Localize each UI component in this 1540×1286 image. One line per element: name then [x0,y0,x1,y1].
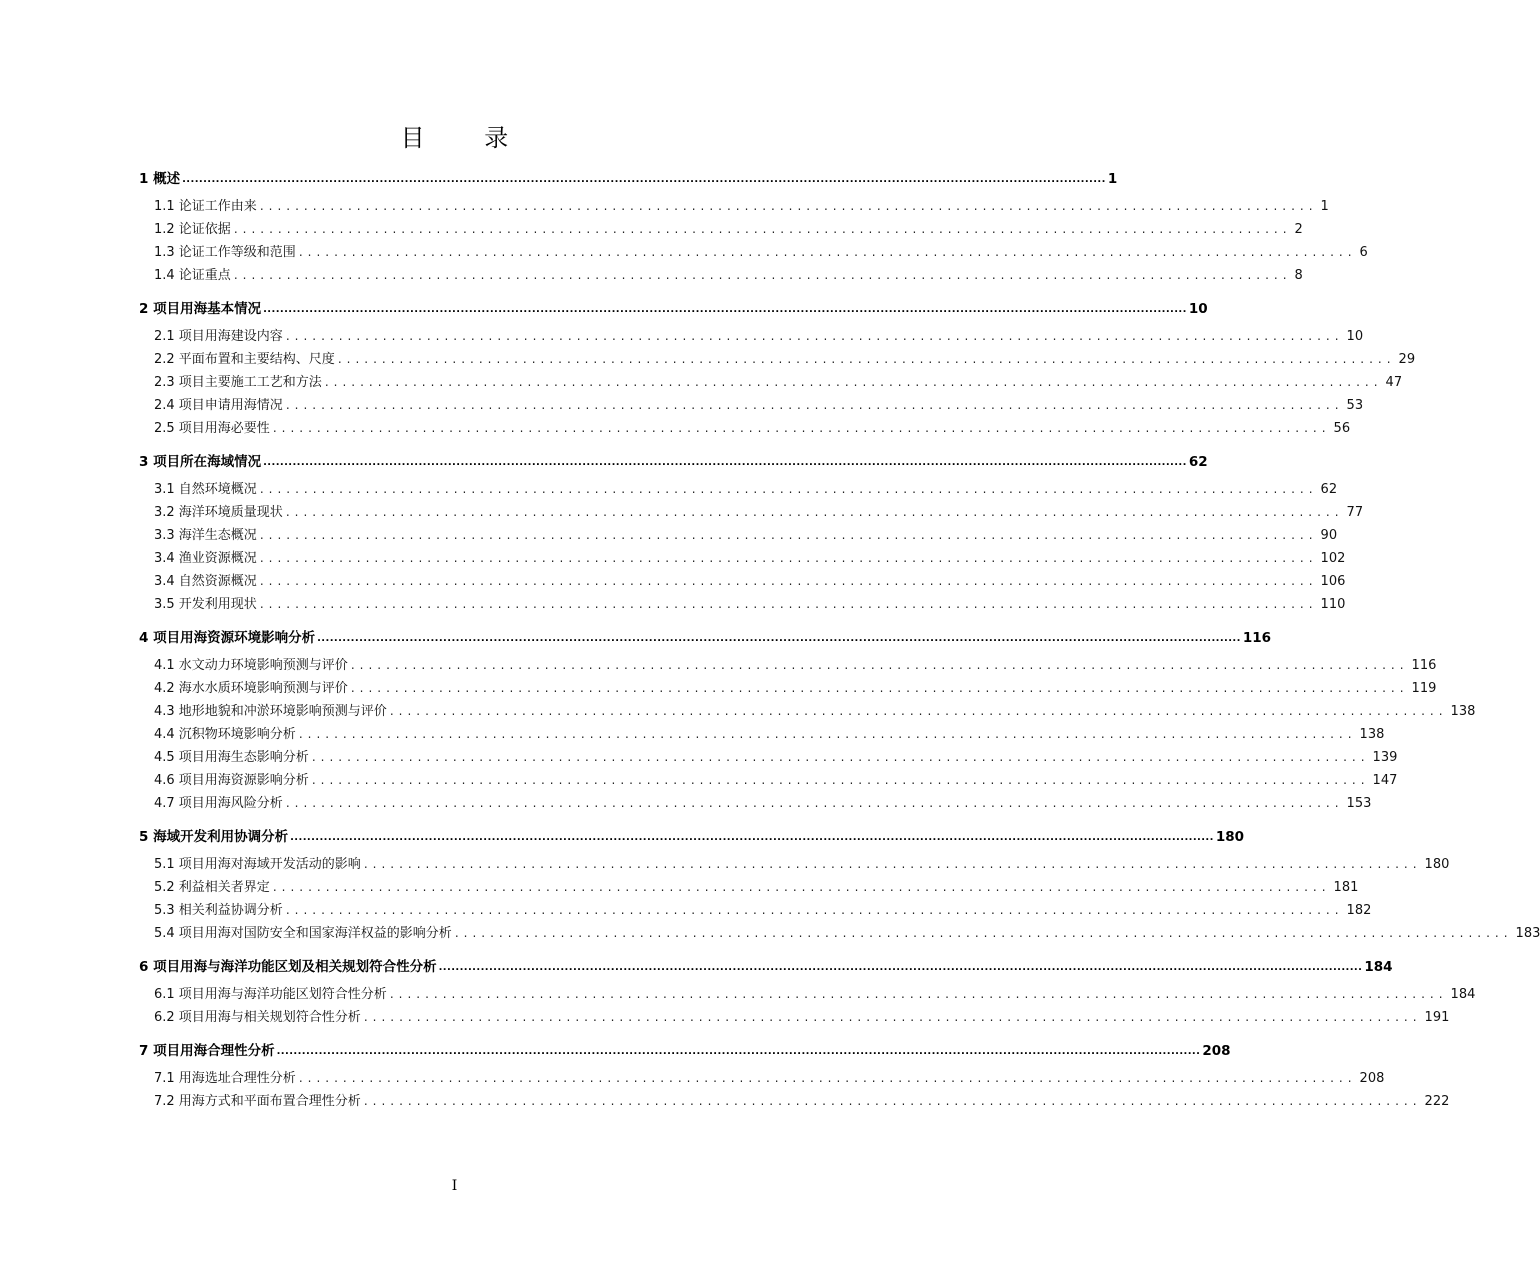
toc-dot-leader: ............................................................................................................................................................................................................................ [182,174,1106,185]
toc-section-label: 4.5 项目用海生态影响分析 [154,750,309,765]
toc-dot-leader: ........................................................................................................................ [350,681,1409,695]
toc-dot-leader: ........................................................................................................................ [350,658,1409,672]
toc-dot-leader: ........................................................................................................................ [285,505,1344,519]
toc-section-page: 182 [1346,903,1372,918]
toc-section-label: 4.7 项目用海风险分析 [154,796,283,811]
toc-chapter-label: 5 海域开发利用协调分析 [139,829,289,845]
toc-section-page: 222 [1424,1094,1450,1109]
toc-section-page: 138 [1450,704,1476,719]
toc-section-page: 47 [1385,375,1403,390]
toc-chapter-entry[interactable] [139,294,1208,317]
toc-section-entry[interactable] [139,237,1368,260]
toc-section-entry[interactable] [139,367,1403,390]
toc-section-entry[interactable] [139,390,1364,413]
toc-section-entry[interactable] [139,872,1359,895]
toc-section-page: 10 [1346,329,1364,344]
toc-section-entry[interactable] [139,589,1346,612]
toc-dot-leader: ........................................................................................................................ [298,1071,1357,1085]
toc-chapter-page: 62 [1188,454,1208,470]
toc-dot-leader: ........................................................................................................................ [324,375,1383,389]
toc-section-label: 3.1 自然环境概况 [154,482,257,497]
toc-dot-leader: ........................................................................................................................ [259,574,1318,588]
toc-section-page: 106 [1320,574,1346,589]
toc-dot-leader: ............................................................................................................................................................................................................................ [438,962,1363,973]
toc-section-label: 3.4 自然资源概况 [154,574,257,589]
toc-section-entry[interactable] [139,742,1398,765]
toc-section-label: 1.4 论证重点 [154,268,231,283]
toc-chapter-page: 116 [1242,630,1272,646]
toc-section-entry[interactable] [139,765,1398,788]
toc-dot-leader: ........................................................................................................................ [233,268,1292,282]
toc-section-label: 2.3 项目主要施工工艺和方法 [154,375,322,390]
toc-dot-leader: ........................................................................................................................ [259,597,1318,611]
toc-section-page: 56 [1333,421,1351,436]
toc-section-label: 2.2 平面布置和主要结构、尺度 [154,352,335,367]
toc-section-entry[interactable] [139,1063,1385,1086]
toc-dot-leader: ........................................................................................................................ [363,1094,1422,1108]
toc-dot-leader: ............................................................................................................................................................................................................................ [263,457,1187,468]
toc-section-entry[interactable] [139,260,1303,283]
toc-section-page: 110 [1320,597,1346,612]
toc-section-page: 62 [1320,482,1338,497]
toc-section-label: 3.4 渔业资源概况 [154,551,257,566]
toc-dot-leader: ........................................................................................................................ [389,987,1448,1001]
toc-dot-leader: ........................................................................................................................ [298,727,1357,741]
toc-section-entry[interactable] [139,979,1476,1002]
toc-section-label: 4.3 地形地貌和冲淤环境影响预测与评价 [154,704,387,719]
toc-section-entry[interactable] [139,1086,1450,1109]
toc-section-label: 6.2 项目用海与相关规划符合性分析 [154,1010,361,1025]
toc-chapter-page: 1 [1107,171,1118,187]
toc-section-page: 2 [1294,222,1303,237]
toc-section-label: 5.1 项目用海对海域开发活动的影响 [154,857,361,872]
toc-section-entry[interactable] [139,849,1450,872]
toc-section-entry[interactable] [139,474,1338,497]
toc-chapter-page: 208 [1202,1043,1231,1059]
toc-dot-leader: ........................................................................................................................ [259,528,1318,542]
toc-dot-leader: ........................................................................................................................ [285,398,1344,412]
toc-chapter-label: 3 项目所在海域情况 [139,454,262,470]
toc-dot-leader: ........................................................................................................................ [259,482,1318,496]
toc-section-page: 53 [1346,398,1364,413]
toc-section-entry[interactable] [139,918,1540,941]
toc-section-page: 90 [1320,528,1338,543]
toc-section-page: 191 [1424,1010,1450,1025]
toc-dot-leader: ........................................................................................................................ [311,773,1370,787]
toc-dot-leader: ............................................................................................................................................................................................................................ [263,304,1187,315]
toc-chapter-entry[interactable] [139,1036,1231,1059]
toc-chapter-label: 6 项目用海与海洋功能区划及相关规划符合性分析 [139,959,437,975]
toc-dot-leader: ........................................................................................................................ [454,926,1513,940]
toc-dot-leader: ........................................................................................................................ [389,704,1448,718]
toc-section-label: 2.1 项目用海建设内容 [154,329,283,344]
toc-dot-leader: ............................................................................................................................................................................................................................ [290,832,1214,843]
toc-chapter-entry[interactable] [139,164,1118,187]
page-title: 目 录 [400,124,535,152]
toc-section-page: 139 [1372,750,1398,765]
toc-section-label: 4.1 水文动力环境影响预测与评价 [154,658,348,673]
toc-dot-leader: ........................................................................................................................ [233,222,1292,236]
toc-section-page: 180 [1424,857,1450,872]
toc-section-label: 3.2 海洋环境质量现状 [154,505,283,520]
toc-chapter-page: 10 [1188,301,1208,317]
toc-section-entry[interactable] [139,344,1416,367]
toc-chapter-entry[interactable] [139,447,1208,470]
toc-section-page: 116 [1411,658,1437,673]
toc-section-page: 8 [1294,268,1303,283]
toc-dot-leader: ............................................................................................................................................................................................................................ [317,633,1241,644]
toc-dot-leader: ........................................................................................................................ [259,551,1318,565]
table-of-contents [139,160,1540,1109]
toc-section-entry[interactable] [139,788,1372,811]
toc-section-label: 2.5 项目用海必要性 [154,421,270,436]
toc-section-entry[interactable] [139,650,1437,673]
toc-section-page: 181 [1333,880,1359,895]
toc-section-page: 147 [1372,773,1398,788]
toc-section-page: 153 [1346,796,1372,811]
toc-section-label: 1.1 论证工作由来 [154,199,257,214]
toc-section-label: 6.1 项目用海与海洋功能区划符合性分析 [154,987,387,1002]
toc-section-page: 208 [1359,1071,1385,1086]
toc-section-label: 4.4 沉积物环境影响分析 [154,727,296,742]
toc-dot-leader: ........................................................................................................................ [363,857,1422,871]
toc-section-label: 5.4 项目用海对国防安全和国家海洋权益的影响分析 [154,926,452,941]
toc-section-entry[interactable] [139,497,1364,520]
toc-dot-leader: ........................................................................................................................ [337,352,1396,366]
toc-section-label: 7.1 用海选址合理性分析 [154,1071,296,1086]
toc-section-entry[interactable] [139,543,1346,566]
page-number: I [451,1178,458,1194]
toc-dot-leader: ........................................................................................................................ [272,880,1331,894]
toc-dot-leader: ........................................................................................................................ [363,1010,1422,1024]
toc-section-label: 3.5 开发利用现状 [154,597,257,612]
toc-section-label: 4.2 海水水质环境影响预测与评价 [154,681,348,696]
toc-chapter-label: 7 项目用海合理性分析 [139,1043,275,1059]
toc-section-entry[interactable] [139,566,1346,589]
toc-chapter-entry[interactable] [139,952,1393,975]
toc-section-entry[interactable] [139,673,1437,696]
toc-chapter-entry[interactable] [139,822,1245,845]
toc-section-entry[interactable] [139,214,1303,237]
toc-section-entry[interactable] [139,719,1385,742]
toc-dot-leader: ........................................................................................................................ [311,750,1370,764]
toc-section-page: 77 [1346,505,1364,520]
toc-section-label: 1.3 论证工作等级和范围 [154,245,296,260]
toc-section-label: 3.3 海洋生态概况 [154,528,257,543]
toc-dot-leader: ........................................................................................................................ [285,903,1344,917]
toc-section-entry[interactable] [139,696,1476,719]
toc-section-page: 119 [1411,681,1437,696]
toc-section-label: 1.2 论证依据 [154,222,231,237]
toc-chapter-entry[interactable] [139,623,1272,646]
toc-section-label: 5.3 相关利益协调分析 [154,903,283,918]
toc-section-page: 1 [1320,199,1329,214]
toc-section-page: 183 [1515,926,1540,941]
toc-dot-leader: ........................................................................................................................ [298,245,1357,259]
toc-dot-leader: ............................................................................................................................................................................................................................ [276,1046,1201,1057]
toc-section-entry[interactable] [139,413,1351,436]
toc-dot-leader: ........................................................................................................................ [285,329,1344,343]
toc-section-page: 29 [1398,352,1416,367]
toc-chapter-label: 2 项目用海基本情况 [139,301,262,317]
toc-section-page: 102 [1320,551,1346,566]
toc-section-entry[interactable] [139,520,1338,543]
toc-section-label: 7.2 用海方式和平面布置合理性分析 [154,1094,361,1109]
toc-section-page: 6 [1359,245,1368,260]
toc-chapter-label: 1 概述 [139,171,181,187]
toc-dot-leader: ........................................................................................................................ [259,199,1318,213]
toc-chapter-page: 180 [1215,829,1245,845]
toc-dot-leader: ........................................................................................................................ [272,421,1331,435]
toc-section-label: 4.6 项目用海资源影响分析 [154,773,309,788]
toc-section-entry[interactable] [139,321,1364,344]
toc-section-page: 184 [1450,987,1476,1002]
toc-dot-leader: ........................................................................................................................ [285,796,1344,810]
toc-section-label: 5.2 利益相关者界定 [154,880,270,895]
toc-section-label: 2.4 项目申请用海情况 [154,398,283,413]
toc-chapter-page: 184 [1364,959,1393,975]
toc-chapter-label: 4 项目用海资源环境影响分析 [139,630,316,646]
toc-section-entry[interactable] [139,191,1329,214]
toc-section-entry[interactable] [139,895,1372,918]
toc-section-page: 138 [1359,727,1385,742]
toc-section-entry[interactable] [139,1002,1450,1025]
